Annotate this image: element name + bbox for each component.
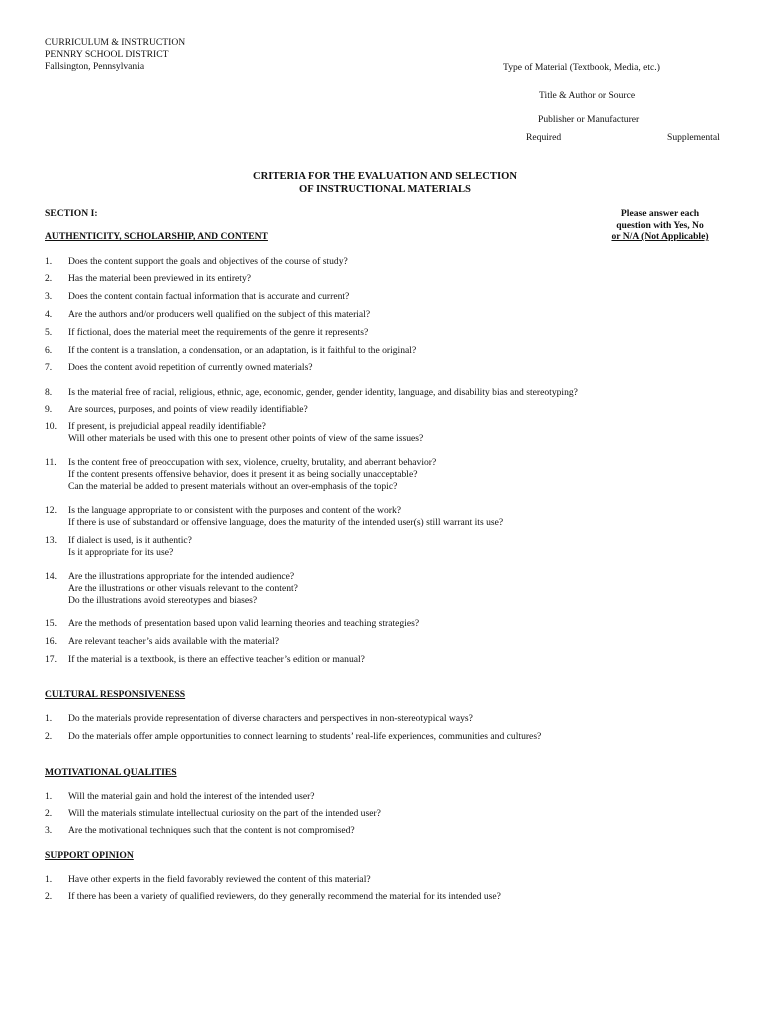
title-line-2: OF INSTRUCTIONAL MATERIALS (299, 184, 471, 195)
question-line: Are the methods of presentation based upon valid learning theories and teaching strategies? (68, 618, 420, 629)
question-number: 11. (45, 457, 57, 468)
question-number: 4. (45, 309, 53, 320)
instructions-line-1: Please answer each (620, 208, 700, 219)
question-line: Is the content free of preoccupation with sex, violence, cruelty, brutality, and aberrant behavior? (68, 457, 437, 468)
question-item (45, 457, 436, 493)
question-number: 15. (45, 618, 57, 629)
org-line-3: Fallsington, Pennsylvania (45, 61, 145, 72)
question-text (68, 535, 192, 559)
title-line-1: CRITERIA FOR THE EVALUATION AND SELECTION (252, 171, 518, 182)
question-line: Are the illustrations or other visuals relevant to the content? (68, 583, 298, 594)
question-line: If the content is a translation, a condensation, or an adaptation, is it faithful to the original? (68, 345, 417, 356)
question-text (68, 309, 370, 321)
question-item (45, 636, 279, 648)
question-item (45, 791, 315, 803)
question-item (45, 654, 365, 666)
question-text (68, 345, 416, 357)
question-line: Can the material be added to present materials without an over-emphasis of the topic? (68, 481, 398, 492)
question-number: 3. (45, 291, 53, 302)
question-text (68, 362, 313, 374)
question-item (45, 891, 501, 903)
question-number: 7. (45, 362, 53, 373)
question-line: Will the material gain and hold the interest of the intended user? (68, 791, 315, 802)
question-item (45, 713, 473, 725)
question-text (68, 457, 436, 493)
question-text (68, 291, 349, 303)
question-line: Is the language appropriate to or consistent with the purposes and content of the work? (68, 505, 402, 516)
question-text (68, 731, 541, 743)
question-line: Is it appropriate for its use? (68, 547, 174, 558)
question-number: 2. (45, 273, 53, 284)
question-item (45, 421, 423, 445)
section-heading-authenticity: AUTHENTICITY, SCHOLARSHIP, AND CONTENT (45, 231, 268, 242)
question-item (45, 874, 371, 886)
question-item (45, 256, 348, 268)
question-item (45, 731, 541, 743)
question-item (45, 618, 419, 630)
question-item (45, 327, 368, 339)
question-line: If fictional, does the material meet the requirements of the genre it represents? (68, 327, 369, 338)
question-text (68, 571, 298, 607)
question-number: 1. (45, 256, 53, 267)
question-text (68, 404, 308, 416)
supplemental-label: Supplemental (667, 132, 720, 143)
document-title (0, 170, 770, 196)
question-line: Are the motivational techniques such that the content is not compromised? (68, 825, 355, 836)
question-item (45, 362, 313, 374)
question-text (68, 387, 578, 399)
type-of-material-label: Type of Material (Textbook, Media, etc.) (503, 62, 660, 73)
question-number: 1. (45, 713, 53, 724)
question-text (68, 327, 368, 339)
question-line: Do the materials offer ample opportunities to connect learning to students’ real-life experiences, communities and cultures? (68, 731, 542, 742)
question-item (45, 273, 251, 285)
question-number: 2. (45, 808, 53, 819)
question-line: Has the material been previewed in its entirety? (68, 273, 252, 284)
question-text (68, 654, 365, 666)
question-line: Does the content avoid repetition of currently owned materials? (68, 362, 313, 373)
question-item (45, 345, 416, 357)
section-heading-support: SUPPORT OPINION (45, 850, 134, 861)
question-line: Have other experts in the field favorably reviewed the content of this material? (68, 874, 371, 885)
question-item (45, 571, 298, 607)
question-text (68, 713, 473, 725)
question-number: 12. (45, 505, 57, 516)
question-item (45, 535, 192, 559)
question-line: Are the illustrations appropriate for the intended audience? (68, 571, 295, 582)
question-number: 17. (45, 654, 57, 665)
org-line-1: CURRICULUM & INSTRUCTION (45, 37, 186, 48)
question-number: 13. (45, 535, 57, 546)
publisher-label: Publisher or Manufacturer (538, 114, 640, 125)
question-text (68, 421, 423, 445)
question-text (68, 874, 371, 886)
section-heading-motivational: MOTIVATIONAL QUALITIES (45, 767, 177, 778)
question-number: 2. (45, 731, 53, 742)
question-line: If dialect is used, is it authentic? (68, 535, 192, 546)
question-number: 16. (45, 636, 57, 647)
title-author-label: Title & Author or Source (539, 90, 636, 101)
question-item (45, 291, 349, 303)
question-text (68, 808, 381, 820)
required-label: Required (526, 132, 562, 143)
question-number: 9. (45, 404, 53, 415)
question-number: 8. (45, 387, 53, 398)
question-text (68, 618, 419, 630)
question-text (68, 636, 279, 648)
question-line: Will other materials be used with this one to present other points of view of the same issues? (68, 433, 424, 444)
question-number: 10. (45, 421, 57, 432)
question-line: Do the illustrations avoid stereotypes and biases? (68, 595, 258, 606)
question-text (68, 791, 315, 803)
section-label: SECTION I: (45, 208, 98, 219)
question-text (68, 273, 251, 285)
instructions-line-3: or N/A (Not Applicable) (611, 231, 709, 242)
question-line: If the material is a textbook, is there an effective teacher’s edition or manual? (68, 654, 365, 665)
question-line: Are relevant teacher’s aids available with the material? (68, 636, 280, 647)
question-line: Is the material free of racial, religious, ethnic, age, economic, gender, gender identity, language, and disability bias and stereotyping? (68, 387, 578, 398)
question-line: Are sources, purposes, and points of view readily identifiable? (68, 404, 308, 415)
question-item (45, 825, 355, 837)
question-line: Do the materials provide representation of diverse characters and perspectives in non-stereotypical ways? (68, 713, 473, 724)
question-item (45, 808, 381, 820)
question-line: If there is use of substandard or offensive language, does the maturity of the intended user(s) still warrant its use? (68, 517, 504, 528)
question-line: Does the content support the goals and objectives of the course of study? (68, 256, 348, 267)
question-text (68, 505, 503, 529)
question-item (45, 387, 578, 399)
question-number: 1. (45, 874, 53, 885)
question-text (68, 825, 355, 837)
question-number: 5. (45, 327, 53, 338)
question-number: 14. (45, 571, 57, 582)
question-line: If present, is prejudicial appeal readily identifiable? (68, 421, 266, 432)
question-item (45, 505, 503, 529)
question-line: If there has been a variety of qualified reviewers, do they generally recommend the material for its intended use? (68, 891, 501, 902)
answer-instructions (600, 208, 720, 243)
question-line: Does the content contain factual information that is accurate and current? (68, 291, 350, 302)
question-item (45, 404, 308, 416)
question-text (68, 256, 348, 268)
question-number: 2. (45, 891, 53, 902)
question-text (68, 891, 501, 903)
question-line: Are the authors and/or producers well qualified on the subject of this material? (68, 309, 371, 320)
question-number: 3. (45, 825, 53, 836)
org-line-2: PENNRY SCHOOL DISTRICT (45, 49, 169, 60)
question-line: Will the materials stimulate intellectual curiosity on the part of the intended user? (68, 808, 381, 819)
question-number: 1. (45, 791, 53, 802)
question-number: 6. (45, 345, 53, 356)
question-item (45, 309, 370, 321)
question-line: If the content presents offensive behavior, does it present it as being socially unacceptable? (68, 469, 418, 480)
instructions-line-2: question with Yes, No (616, 219, 704, 231)
organization-header (45, 37, 185, 73)
section-heading-cultural: CULTURAL RESPONSIVENESS (45, 689, 186, 700)
